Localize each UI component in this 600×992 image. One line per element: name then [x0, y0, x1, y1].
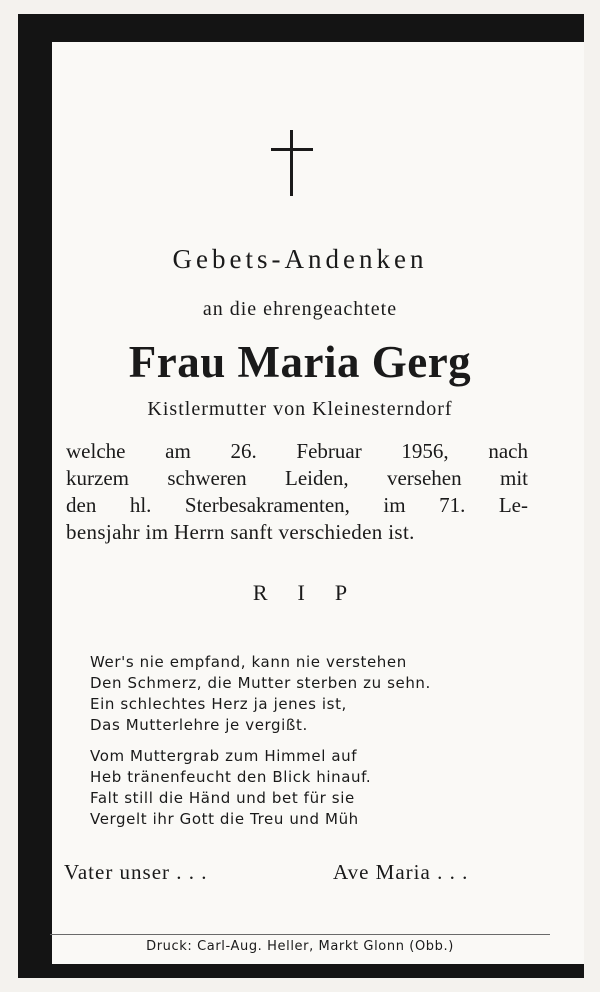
poem-stanza — [90, 652, 520, 736]
cross-vertical-bar — [290, 130, 293, 196]
poem-stanza — [90, 746, 520, 830]
cross-horizontal-bar — [271, 148, 313, 151]
paragraph-line: den hl. Sterbesakramenten, im 71. Le- — [66, 493, 528, 517]
intro-line: an die ehrengeachtete — [202, 298, 398, 320]
poem-line: Den Schmerz, die Mutter sterben zu sehn. — [90, 674, 431, 692]
poem-line: Vom Muttergrab zum Himmel auf — [90, 747, 358, 765]
poem-line: Falt still die Händ und bet für sie — [90, 789, 355, 807]
rip-line: RIP — [252, 580, 378, 605]
paragraph-line: welche am 26. Februar 1956, nach — [66, 439, 528, 463]
paragraph-line: bensjahr im Herrn sanft verschieden ist. — [66, 520, 415, 544]
poem-line: Ein schlechtes Herz ja jenes ist, — [90, 695, 347, 713]
printer-credit: Druck: Carl-Aug. Heller, Markt Glonn (Obb.) — [146, 939, 454, 954]
deceased-subtitle: Kistlermutter von Kleinesterndorf — [147, 398, 453, 420]
poem-line: Das Mutterlehre je vergißt. — [90, 716, 308, 734]
poem-line: Heb tränenfeucht den Blick hinauf. — [90, 768, 372, 786]
prayer-vater-unser: Vater unser . . . — [64, 860, 208, 884]
death-notice-paragraph — [66, 438, 528, 546]
poem-line: Vergelt ihr Gott die Treu und Müh — [90, 810, 359, 828]
prayer-ave-maria: Ave Maria . . . — [333, 860, 469, 884]
poem-line: Wer's nie empfand, kann nie verstehen — [90, 653, 407, 671]
latin-cross-icon — [271, 130, 313, 196]
divider-line — [50, 934, 550, 935]
card-heading: Gebets-Andenken — [172, 244, 428, 274]
deceased-name: Frau Maria Gerg — [128, 337, 472, 387]
memorial-poem — [90, 652, 520, 840]
paragraph-line: kurzem schweren Leiden, versehen mit — [66, 466, 528, 490]
